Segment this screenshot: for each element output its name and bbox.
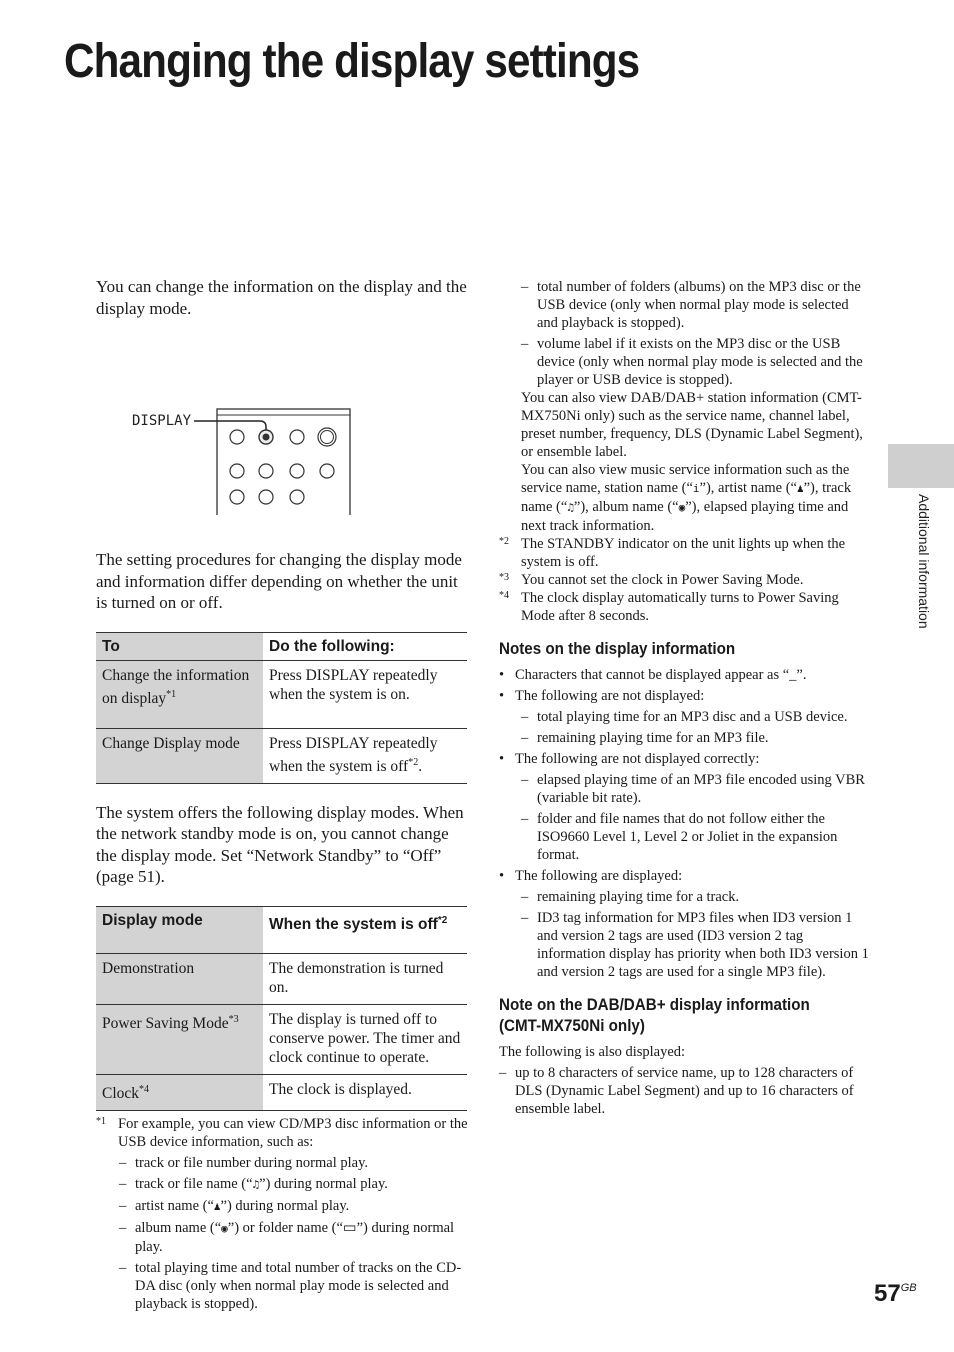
list-item: – track or file name (“♫”) during normal play.	[119, 1175, 388, 1192]
list-item: – album name (“◉”) or folder name (“▭”) during normal play.	[119, 1219, 455, 1255]
footnote-1-list	[96, 1154, 468, 1313]
footnote-1: *1 For example, you can view CD/MP3 disc information or the USB device information, such as:	[96, 1115, 468, 1150]
section-tab	[888, 444, 954, 488]
table-row	[96, 728, 467, 783]
table-header: When the system is off$^{*2}$	[263, 906, 467, 953]
list-item: • Characters that cannot be displayed appear as “_”.	[499, 667, 807, 683]
table-row	[96, 1074, 467, 1110]
remote-control-icon	[96, 339, 468, 515]
table-cell: The clock is displayed.	[263, 1074, 467, 1110]
track-icon: ♫	[252, 1177, 260, 1191]
notes-heading: Notes on the display information	[499, 640, 736, 658]
modes-paragraph: The system offers the following display modes. When the network standby mode is on, you cannot change the display mode. Set “Network Standby” to “Off” (page 51).	[96, 802, 464, 887]
table-cell: Change the information on display$^{*1}$	[96, 660, 263, 728]
table-cell: The demonstration is turned on.	[263, 953, 467, 1004]
list-item: – total playing time and total number of tracks on the CD-DA disc (only when normal play mode is selected and playback is stopped).	[119, 1259, 462, 1312]
table-cell: Press DISPLAY repeatedly when the system is off$^{*2}$.	[263, 728, 467, 783]
notes-list	[499, 666, 869, 981]
table-cell: The display is turned off to conserve power. The timer and clock continue to operate.	[263, 1004, 467, 1074]
artist-icon: ♟	[796, 482, 804, 495]
intro-paragraph: You can change the information on the display and the display mode.	[96, 277, 467, 318]
track-icon: ♫	[567, 501, 574, 514]
dab-info-paragraph: You can also view DAB/DAB+ station information (CMT-MX750Ni only) such as the service name, channel label, preset number, frequency, DLS (Dynamic Label Segment), or ensemble label.	[521, 390, 863, 460]
table-cell: Clock$^{*4}$	[96, 1074, 263, 1110]
remote-display-label: DISPLAY	[132, 413, 192, 429]
list-item: – artist name (“♟”) during normal play.	[119, 1197, 350, 1214]
table-row	[96, 953, 467, 1004]
page-number: $57^{GB}$	[874, 1280, 917, 1307]
display-mode-table	[96, 906, 467, 1111]
table-row	[96, 660, 467, 728]
table-row	[96, 1004, 467, 1074]
left-column	[96, 276, 468, 1313]
list-item: – ID3 tag information for MP3 files when ID3 version 1 and version 2 tags are used (ID3 version 2 tag information display has priority when both ID3 version 1 and version 2 tags are used for a single MP3 file).	[521, 910, 869, 980]
artist-icon: ♟	[213, 1199, 221, 1213]
table-header: To	[96, 632, 263, 660]
list-item: – remaining playing time for a track.	[521, 889, 740, 905]
table-cell: Press DISPLAY repeatedly when the system is on.	[263, 660, 467, 728]
right-column	[499, 278, 869, 1118]
list-item: • The following are displayed:	[499, 868, 683, 884]
list-item: – total number of folders (albums) on the MP3 disc or the USB device (only when normal play mode is selected and playback is stopped).	[521, 279, 861, 331]
list-item: • The following are not displayed correctly:	[499, 751, 760, 767]
table-cell: Change Display mode	[96, 728, 263, 783]
list-item: – elapsed playing time of an MP3 file encoded using VBR (variable bit rate).	[521, 772, 865, 806]
footnote-4: *4 The clock display automatically turns to Power Saving Mode after 8 seconds.	[499, 590, 839, 624]
album-icon: ◉	[678, 501, 686, 514]
table-header: Display mode	[96, 906, 263, 953]
album-icon: ◉	[221, 1221, 228, 1235]
section-label: Additional information	[916, 494, 932, 629]
dab-intro: The following is also displayed:	[499, 1044, 686, 1060]
table-header: Do the following:	[263, 632, 467, 660]
table-cell: Power Saving Mode$^{*3}$	[96, 1004, 263, 1074]
list-item: – total playing time for an MP3 disc and a USB device.	[521, 709, 848, 725]
dab-heading: Note on the DAB/DAB+ display information (CMT-MX750Ni only)	[499, 996, 810, 1035]
music-service-paragraph: You can also view music service information such as the service name, station name (“i”), artist name (“♟”), track name (“♫”), album name (“◉”), elapsed playing time and next track information.	[521, 462, 852, 534]
operation-table	[96, 632, 467, 784]
table-cell: Demonstration	[96, 953, 263, 1004]
procedures-paragraph: The setting procedures for changing the display mode and information differ depending on whether the unit is turned on or off.	[96, 550, 462, 612]
list-item: • The following are not displayed:	[499, 688, 705, 704]
list-item: – volume label if it exists on the MP3 disc or the USB device (only when normal play mode is selected and the player or USB device is stopped).	[521, 336, 863, 388]
list-item: – folder and file names that do not follow either the ISO9660 Level 1, Level 2 or Joliet in the expansion format.	[521, 811, 838, 863]
footnote-2: *2 The STANDBY indicator on the unit lights up when the system is off.	[499, 536, 846, 570]
list-item: – track or file number during normal play.	[119, 1154, 368, 1171]
station-icon: i	[692, 482, 700, 495]
list-item: – remaining playing time for an MP3 file.	[521, 730, 769, 746]
footnote-3: *3 You cannot set the clock in Power Saving Mode.	[499, 572, 804, 588]
list-item: – up to 8 characters of service name, up to 128 characters of DLS (Dynamic Label Segment) and up to 16 characters of ensemble label.	[499, 1065, 854, 1117]
remote-illustration	[96, 339, 468, 515]
footnote-1-continued	[499, 278, 869, 389]
page-title: Changing the display settings	[64, 35, 640, 88]
